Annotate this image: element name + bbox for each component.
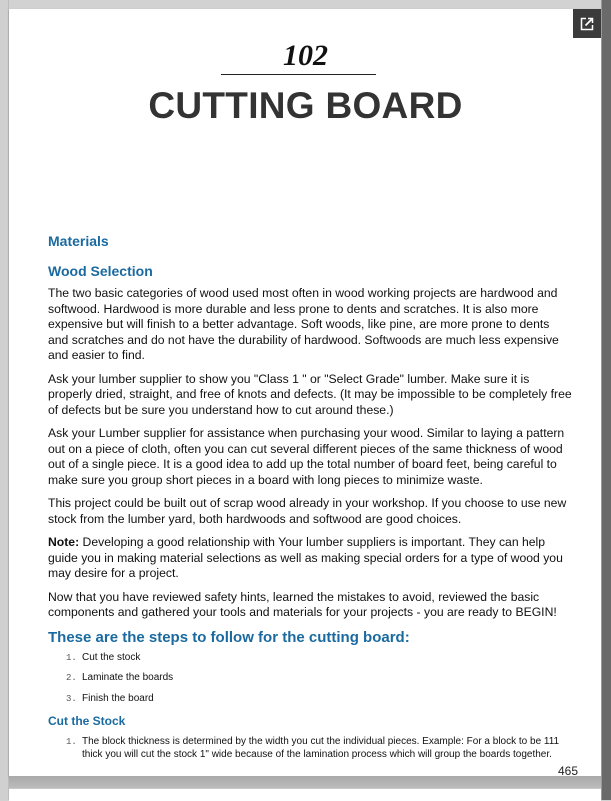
popout-button[interactable]	[573, 9, 601, 38]
list-number: 1.	[66, 737, 77, 747]
chapter-number: 102	[283, 39, 328, 72]
list-text: Cut the stock	[82, 651, 141, 663]
list-text: Laminate the boards	[82, 672, 174, 683]
cut-stock-list	[48, 736, 566, 761]
list-item	[66, 671, 578, 692]
steps-heading: These are the steps to follow for the cutting board:	[48, 628, 410, 646]
note-label: Note:	[48, 535, 80, 549]
paragraph-supplier-assistance: Ask your Lumber supplier for assistance when purchasing your wood. Similar to laying a pattern out on a piece of cloth, often you can cut several different pieces of the same thickness of wood out of a single piece. It is a good idea to add up the total number of board feet, being careful to make sure you group short pieces in a board with long pieces to minimize waste.	[48, 426, 565, 487]
page-number: 465	[557, 764, 578, 778]
list-text: The block thickness is determined by the width you cut the individual pieces. Example: For a block to be 111 thick you will cut the stock 1" wide because of the lamination process which will group the boards together.	[82, 736, 560, 760]
list-number: 2.	[66, 673, 77, 683]
note-text: Developing a good relationship with Your lumber suppliers is important. They can help guide you in making material selections as well as making special orders for a type of wood you may desire for a project.	[48, 535, 563, 580]
list-item	[66, 736, 566, 761]
paragraph-wood-categories: The two basic categories of wood used most often in wood working projects are hardwood and softwood. Hardwood is more durable and less prone to dents and scratches. It is also more expensive but will finish to a better advantage. Soft woods, like pine, are more prone to dents and scratches and do not have the durability of hardwood. Softwoods are much less expensive and easier to find.	[48, 286, 559, 362]
materials-heading: Materials	[48, 233, 109, 249]
list-number: 1.	[66, 652, 77, 663]
chapter-rule	[221, 74, 376, 75]
next-page-edge	[9, 788, 601, 801]
list-text: Finish the board	[82, 692, 154, 704]
list-item	[66, 651, 578, 672]
list-number: 3.	[66, 693, 77, 704]
paragraph-ready: Now that you have reviewed safety hints, learned the mistakes to avoid, reviewed the basic components and gathered your tools and materials for your projects - you are ready to BEGIN!	[48, 589, 557, 619]
paragraph-scrap-wood: This project could be built out of scrap wood already in your workshop. If you choose to use new stock from the lumber yard, both hardwoods and softwood are good choices.	[48, 496, 567, 526]
wood-selection-heading: Wood Selection	[48, 263, 153, 279]
steps-list	[48, 651, 578, 713]
document-body	[48, 233, 578, 778]
note-paragraph	[48, 535, 573, 582]
open-in-new-window-icon	[580, 17, 594, 31]
cut-the-stock-heading: Cut the Stock	[48, 714, 126, 728]
vertical-scrollbar[interactable]	[601, 0, 611, 800]
list-item	[66, 692, 578, 713]
page-title: CUTTING BOARD	[148, 85, 463, 126]
paragraph-lumber-grade: Ask your lumber supplier to show you "Class 1 " or "Select Grade" lumber. Make sure it is properly dried, straight, and free of knots and defects. (It may be impossible to be completely free of defects but be sure you understand how to cut around these.)	[48, 371, 572, 417]
